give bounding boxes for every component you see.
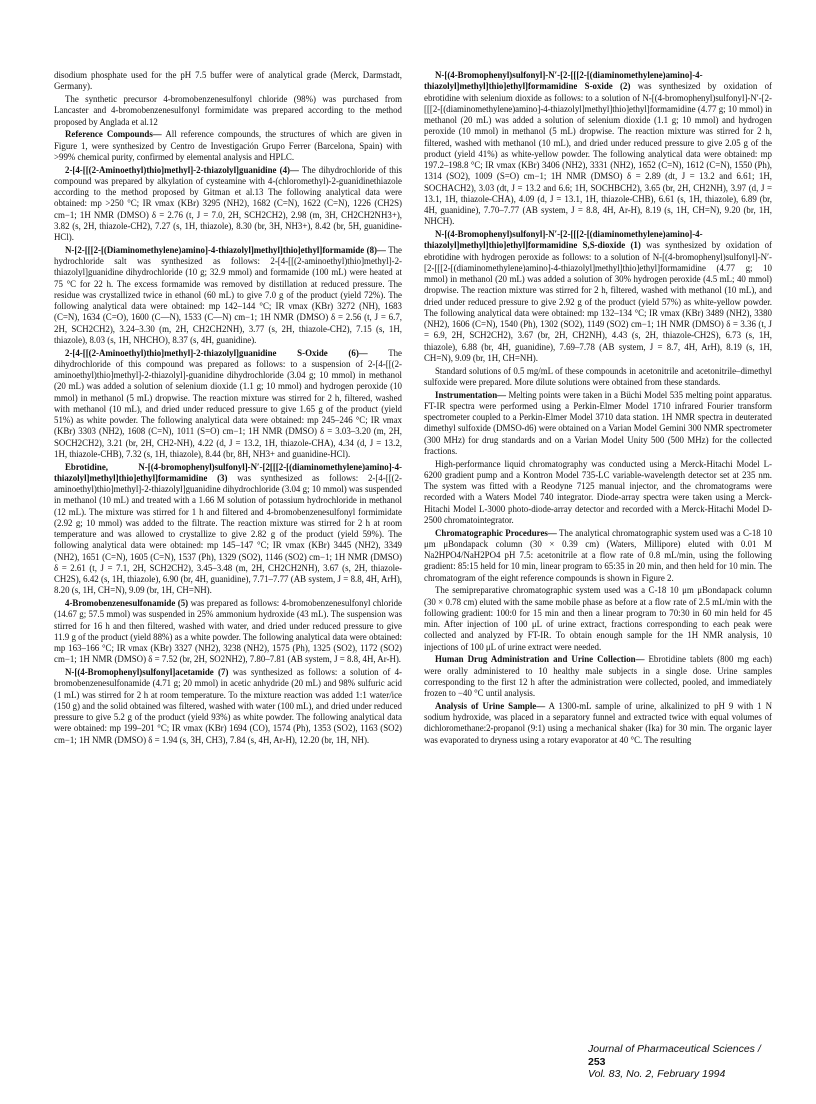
section-heading: Reference Compounds— (65, 129, 162, 140)
paragraph-text: The hydrochloride salt was synthesized as follows: 2-[4-[[(2-aminoethyl)thio]methyl]-2-thiazolyl]guanidine dihydrochloride (10 g; 32.9 mmol) and formamide (100 mL) were heated at 75 °C for 22 h. The excess formamide was removed by distillation at reduced pressure. The residue was crystallized twice in ethanol (60 mL) to give 7.0 g of the product (yield 72%). The following analytical data were obtained: mp 142–144 °C; IR νmax (KBr) 3272 (NH), 1683 (C=N), 1634 (C=O), 1600 (C—N), 1533 (C—N) cm−1; 1H NMR (DMSO) δ = 2.56 (t, J = 6.7, 2H, SCH2CH2), 3.24–3.30 (m, 2H, CH2CH2NH), 3.77 (s, 2H, thiazole-CH2), 7.15 (s, 1H, thiazole), 8.03 (s, 1H, NHCHO), 8.37 (s, 4H, guanidine). (54, 244, 402, 345)
section-heading: N-[(4-Bromophenyl)sulfonyl]acetamide (7) (65, 667, 229, 677)
paragraph (54, 667, 402, 746)
paragraph-text: The analytical chromatographic system used was a C-18 10 μm μBondapack column (30 × 0.39 cm) (Waters, Millipore) eluted with 0.01 M Na2HPO4/NaH2PO4 pH 7.5: acetonitrile at a flow rate of 0.8 mL/min, using the following gradient: 85:15 held for 10 min, linear program to 65:35 in 20 min, and then held for 10 min. The chromatogram of the eight reference compounds is shown in Figure 2. (424, 527, 773, 583)
paragraph (54, 70, 402, 93)
section-heading: N-[2-[[[2-[(Diaminomethylene)amino]-4-thiazolyl]methyl]thio]ethyl]formamide (8)— (65, 244, 386, 255)
paragraph (424, 654, 772, 699)
paragraph-text: disodium phosphate used for the pH 7.5 buffer were of analytical grade (Merck, Darmstadt, Germany). (54, 70, 402, 92)
paragraph-text: All reference compounds, the structures of which are given in Figure 1, were synthesized by Centro de Investigación Grupo Ferrer (Barcelona, Spain) with >99% chemical purity, confirmed by elemental analysis and HPLC. (54, 129, 402, 162)
paragraph-text: A 1300-mL sample of urine, alkalinized to pH 9 with 1 N sodium hydroxide, was placed in a separatory funnel and extracted twice with equal volumes of dichloromethane:2-propanol (9:1) using a mechanical shaker (Ika) for 30 min. The organic layer was evaporated to dryness using a rotary evaporator at 40 °C. The resulting (424, 700, 772, 745)
paragraph-text: was prepared as follows: 4-bromobenzenesulfonyl chloride (14.67 g; 57.5 mmol) was suspended in 25% ammonium hydroxide (43 mL). The suspension was stirred for 16 h and then filtered, washed with water, and dried under reduced pressure to give 11.9 g of the product (yield 88%) as a white powder. The following analytical data were obtained: mp 163–166 °C; IR νmax (KBr) 3327 (NH2), 3238 (NH2), 1575 (Ph), 1325 (SO2), 1172 (SO2) cm−1; 1H NMR (DMSO) δ = 7.52 (br, 2H, SO2NH2), 7.80–7.81 (AB system, J = 8.8, 4H, Ar-H). (54, 598, 402, 665)
paragraph-text: was synthesized by oxidation of ebrotidine with hydrogen peroxide as follows: to a solution of N-[(4-bromophenyl)sulfonyl]-N′-[2-[[[2-[(diaminomethylene)amino]-4-thiazolyl]methyl]thio]ethyl]formamidine (4.77 g; 10 mmol) in methanol (20 mL) was added a solution of 30% hydrogen peroxide (4.5 mL; 40 mmol) dropwise. The reaction mixture was stirred for 2 h, filtered, washed with methanol (10 mL), and dried under reduced pressure to give 2.92 g of the product (yield 57%) as white-yellow powder. The following analytical data were obtained: mp 132–134 °C; IR νmax (KBr) 3489 (NH2), 3380 (NH2), 1606 (C=N), 1540 (Ph), 1302 (SO2), 1149 (SO2) cm−1; 1H NMR (DMSO) δ = 3.36 (t, J = 6.9, 2H, SCH2CH2), 3.67 (br, 2H, CH2NH), 4.43 (s, 2H, thiazole-CH2S), 6.73 (s, 1H, thiazole), 6.88 (br, 4H, guanidine), 7.69–7.78 (AB system, J = 8.7, 4H, ArH), 8.19 (s, 1H, CH=N), 9.09 (br, 1H, CH=NH). (424, 240, 773, 363)
paragraph (424, 70, 772, 228)
section-heading: 2-[4-[[(2-Aminoethyl)thio]methyl]-2-thiazolyl]guanidine (4)— (65, 164, 299, 175)
footer-journal-name: Journal of Pharmaceutical Sciences (588, 1043, 755, 1055)
paragraph (424, 528, 772, 584)
footer-journal-line: Journal of Pharmaceutical Sciences / 253 (588, 1043, 761, 1068)
section-heading: Instrumentation— (435, 389, 507, 400)
right-text-column (424, 70, 772, 747)
section-heading: Analysis of Urine Sample— (435, 700, 546, 711)
paragraph-text: was synthesized by oxidation of ebrotidine with selenium dioxide as follows: to a solution of N-[(4-bromophenyl)sulfonyl]-N′-[2-[[[2-[(diaminomethylene)amino]-4-thiazolyl]methyl]thio]ethyl]formamidine (4.77 g; 10 mmol) in methanol (20 mL) was added a solution of selenium dioxide (1.1 g; 10 mmol) and hydrogen peroxide (10 mmol) in methanol (5 mL) dropwise. The reaction mixture was stirred for 2 h, filtered, washed with methanol (10 mL), and dried under reduced pressure to give 2.05 g of the product (yield 41%) as white-yellow powder. The following analytical data were obtained: mp 197.2–198.8 °C; IR νmax (KBr) 3406 (NH2), 3331 (NH2), 1652 (C=N), 1612 (C=N), 1550 (Ph), 1314 (SO2), 1009 (S=O) cm−1; 1H NMR (DMSO) δ = 2.89 (dt, J = 13.2 and 6.61; 1H, SOCHACH2), 3.03 (dt, J = 13.2 and 6.6; 1H, SOCHBCH2), 3.65 (br, 2H, CH2NH), 3.97 (d, J = 13.1, 1H, thiazole-CHA), 4.09 (d, J = 13.1, 1H, thiazole-CHB), 6.61 (s, 1H, thiazole), 6.89 (br, 4H, guanidine), 7.70–7.77 (AB system, J = 8.8, 4H, Ar-H), 8.19 (s, 1H, CH=N), 9.20 (br, 1H, NHCH). (424, 81, 772, 227)
paragraph (54, 598, 402, 666)
paragraph-text: High-performance liquid chromatography was conducted using a Merck-Hitachi Model L-6200 gradient pump and a Kontron Model 735-LC variable-wavelength detector set at 235 nm. The system was fitted with a Reodyne 7125 manual injector, and the chromatograms were recorded with a Waters Model 740 integrator. Diode-array spectra were taken using a Merck-Hitachi Model L-3000 photo-diode-array detector and recorded with a Merck-Hitachi Model D-2500 chromatointegrator. (424, 458, 772, 525)
paragraph (424, 459, 772, 527)
paragraph (54, 129, 402, 163)
section-heading: 2-[4-[[(2-Aminoethyl)thio]methyl]-2-thiazolyl]guanidine S-Oxide (6)— (65, 347, 368, 358)
paragraph-text: The semipreparative chromatographic system used was a C-18 10 μm μBondapack column (30 × 0.78 cm) eluted with the same mobile phase as before at a flow rate of 2.5 mL/min with the following gradient: 100:0 for 15 min and then a linear program to 70:30 in 60 min held for 45 min. After injection of 100 μL of urine extract, fractions corresponding to each peak were collected and analyzed by FT-IR. To obtain enough sample for the 1H NMR analysis, 10 injections of 100 μL of urine extract were needed. (424, 585, 772, 652)
paragraph-text: Ebrotidine tablets (800 mg each) were orally administered to 10 healthy male subjects in a single dose. Urine samples corresponding to the first 12 h after the administration were collected, pooled, and immediately frozen to −40 °C until analysis. (424, 654, 773, 698)
paragraph-text: was synthesized as follows: a solution of 4-bromobenzenesulfonamide (4.71 g; 20 mmol) in acetic anhydride (20 mL) and 98% sulfuric acid (1 mL) was stirred for 2 h at room temperature. To the mixture reaction was added 1:1 water/ice (150 g) and the solid obtained was filtered, washed with water (100 mL), and dried under reduced pressure to give 5.2 g of the product (yield 93%) as white powder. The following analytical data were obtained: mp 199–201 °C; IR νmax (KBr) 1694 (CO), 1574 (Ph), 1353 (SO2), 1163 (SO2) cm−1; 1H NMR (DMSO) δ = 1.94 (s, 3H, CH3), 7.84 (s, 4H, Ar-H), 12.20 (br, 1H, NH). (54, 667, 403, 745)
paragraph-text: Melting points were taken in a Büchi Model 535 melting point apparatus. FT-IR spectra were performed using a Perkin-Elmer Model 1710 infrared Fourier transform spectrometer coupled to a Perkin-Elmer Model 3710 data station. 1H NMR spectra in deuterated dimethyl sulfoxide (DMSO-d6) were obtained on a Varian Model Gemini 300 NMR spectrometer (300 MHz) for drug standards and on a Varian Model Unity 500 (500 MHz) for the collected fractions. (424, 389, 772, 456)
footer-page-number: 253 (588, 1055, 606, 1068)
section-heading: Ebrotidine, N-[(4-bromophenyl)sulfonyl]-N′-[2[[[2-[(diaminomethylene)amino]-4-thiazolyl]methyl]thio]ethyl]formamidine (3) (54, 461, 402, 483)
paragraph (54, 348, 402, 461)
section-heading: Chromatographic Procedures— (435, 527, 557, 538)
section-heading: 4-Bromobenzenesulfonamide (5) (65, 598, 189, 608)
paragraph (424, 229, 772, 364)
paragraph (54, 94, 402, 128)
paragraph-text: The synthetic precursor 4-bromobenzenesulfonyl chloride (98%) was purchased from Lancaster and 4-bromobenzenesulfonyl formimidate was prepared according to the method proposed by Anglada et al.12 (54, 94, 402, 127)
paragraph (424, 390, 772, 458)
paragraph (54, 165, 402, 244)
section-heading: N-[(4-Bromophenyl)sulfonyl]-N′-[2-[[[2-[(diaminomethylene)amino]-4-thiazolyl]methyl]thio]ethyl]formamidine S-oxide (2) (424, 70, 703, 92)
paragraph (424, 701, 772, 746)
paragraph-text: The dihydrochloride of this compound was prepared by alkylation of cysteamine with 4-(chloromethyl)-2-guanidinethiazole according to the method proposed by Gitman et al.13 The following analytical data were obtained: mp >250 °C; IR νmax (KBr) 3295 (NH2), 1682 (C=N), 1622 (C=N), 1226 (CH2S) cm−1; 1H NMR (DMSO) δ = 2.76 (t, J = 7.0, 2H, SCH2CH2), 2.98 (m, 3H, CH2CH2NH3+), 3.82 (s, 2H, thiazole-CH2), 7.27 (s, 1H, thiazole), 8.30 (br, 3H, NH3+), 8.42 (br, 5H, guanidine-HCl). (54, 164, 402, 242)
paragraph-text: The dihydrochloride of this compound was prepared as follows: to a suspension of 2-[4-[[(2-aminoethyl)thio]methyl]-2-thiazolyl]-guanidine dihydrochloride (3.04 g; 10 mmol) in methanol (20 mL) was added a solution of selenium dioxide (1.1 g; 10 mmol) and hydrogen peroxide (10 mmol) in methanol (5 mL) dropwise. The reaction mixture was stirred for 2 h, filtered, washed with methanol (10 mL), and dried under reduced pressure to give 1.65 g of the product (yield 51%) as white powder. The following analytical data were obtained: mp 245–246 °C; IR νmax (KBr) 3303 (NH2), 1608 (C=N), 1011 (S=O) cm−1; 1H NMR (DMSO) δ = 3.03–3.20 (m, 2H, SOCH2CH2), 3.21 (br, 2H, CH2-NH), 4.22 (d, J = 13.2, 1H, thiazole-CHA), 4.34 (d, J = 13.2, 1H, thiazole-CHB), 7.32 (s, 1H, thiazole), 8.44 (br, 8H, NH3+ and guanidine-HCl). (54, 347, 403, 459)
article-page (54, 70, 773, 1070)
section-heading: Human Drug Administration and Urine Collection— (435, 654, 645, 665)
journal-footer (588, 1043, 768, 1081)
section-heading: N-[(4-Bromophenyl)sulfonyl]-N′-[2-[[[2-[(diaminomethylene)amino]-4-thiazolyl]methyl]thio]ethyl]formamidine S,S-dioxide (1) (424, 229, 703, 251)
paragraph-text: was synthesized as follows: 2-[4-[[(2-aminoethyl)thio]methyl]-2-thiazolyl]guanidine dihydrochloride (3.04 g; 10 mmol) was suspended in methanol (10 mL) and treated with a 1.66 M solution of potassium hydrochloride in methanol (12 mL). The mixture was stirred for 1 h and filtered and 4-bromobenzenesulfonyl formimidate (2.92 g; 10 mmol) was added to the filtrate. The reaction mixture was stirred for 2 h at room temperature and was allowed to crystallize to give 2.82 g of the product (yield 59%). The following analytical data were obtained: mp 145–147 °C; IR νmax (KBr) 3445 (NH2), 3349 (NH2), 1651 (C=N), 1605 (C=N), 1537 (Ph), 1329 (SO2), 1146 (SO2) cm−1; 1H NMR (DMSO) δ = 2.61 (t, J = 7.1, 2H, SCH2CH2), 3.45–3.48 (m, 2H, CH2CH2NH), 3.67 (s, 2H, thiazole-CH2S), 6.42 (s, 1H, thiazole), 6.90 (br, 4H, guanidine), 7.71–7.77 (AB system, J = 8.8, 4H, ArH), 8.20 (s, 1H, CH=N), 9.09 (br, 1H, CH=NH). (54, 472, 402, 596)
footer-issue: Vol. 83, No. 2, February 1994 (588, 1068, 726, 1080)
paragraph-text: Standard solutions of 0.5 mg/mL of these compounds in acetonitrile and acetonitrile–dimethyl sulfoxide were prepared. More dilute solutions were obtained from these standards. (424, 365, 772, 387)
left-text-column (54, 70, 402, 747)
paragraph (54, 245, 402, 346)
paragraph (424, 585, 772, 653)
paragraph (54, 462, 402, 597)
paragraph (424, 366, 772, 389)
